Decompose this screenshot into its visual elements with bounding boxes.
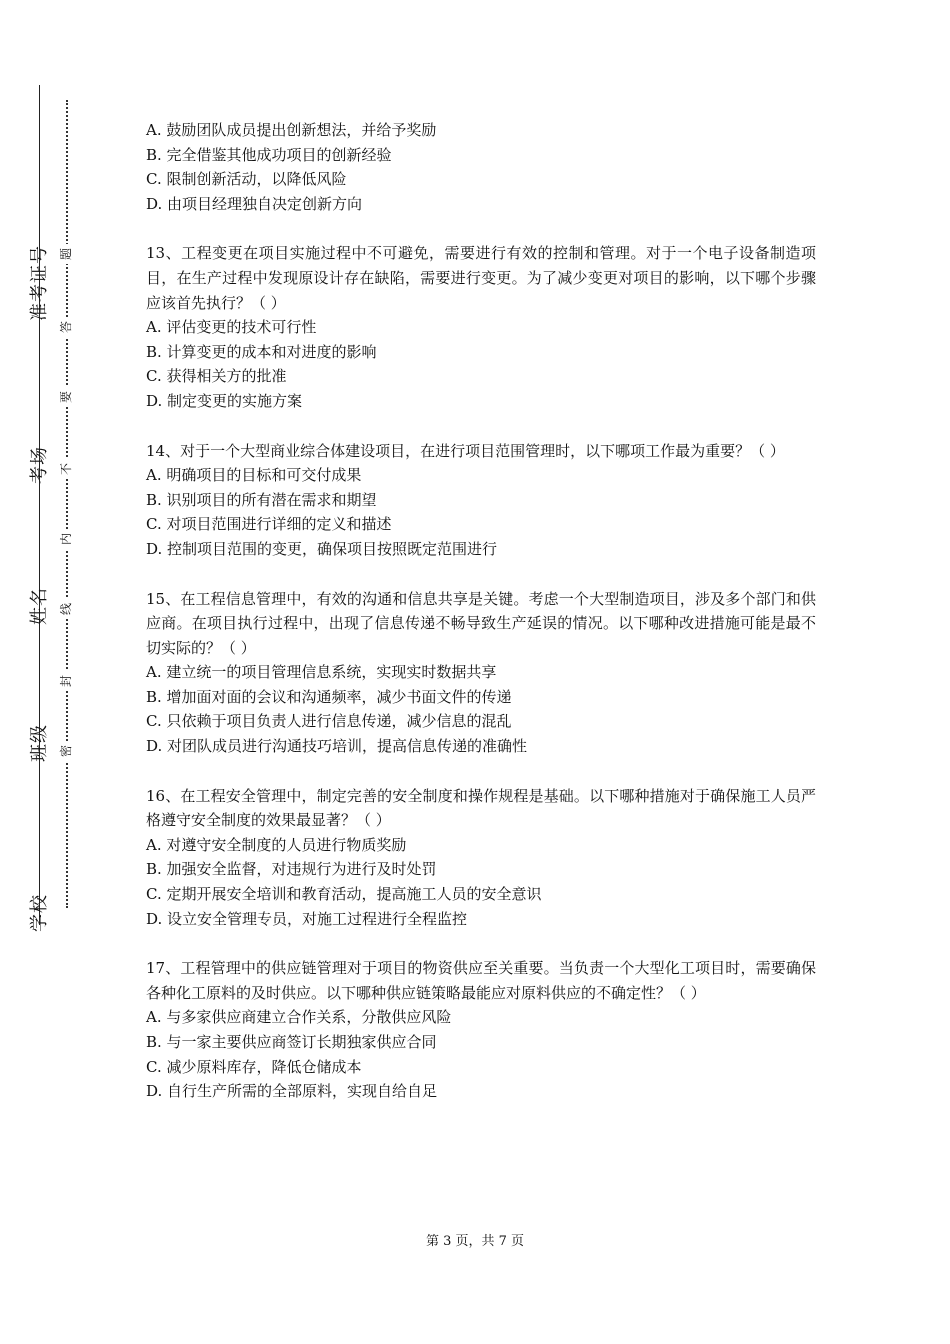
question-stem: 15、在工程信息管理中，有效的沟通和信息共享是关键。考虑一个大型制造项目，涉及多个部门和供应商。在项目执行过程中，出现了信息传递不畅导致生产延误的情况。以下哪种改进措施可能是最不切实际的？（ ） [146, 589, 816, 657]
question-14 [146, 439, 816, 562]
question-stem: 13、工程变更在项目实施过程中不可避免，需要进行有效的控制和管理。对于一个电子设备制造项目，在生产过程中发现原设计存在缺陷，需要进行变更。为了减少变更对项目的影响，以下哪个步骤应该首先执行？（ ） [146, 244, 816, 312]
option-c: C. 定期开展安全培训和教育活动，提高施工人员的安全意识 [146, 885, 542, 904]
option-c: C. 对项目范围进行详细的定义和描述 [146, 515, 392, 534]
option-b: B. 完全借鉴其他成功项目的创新经验 [146, 145, 392, 164]
seal-char: 要 [57, 387, 75, 407]
option-d: D. 控制项目范围的变更，确保项目按照既定范围进行 [146, 539, 498, 558]
seal-char: 内 [57, 529, 75, 549]
binding-margin [0, 0, 110, 1344]
option-b: B. 增加面对面的会议和沟通频率，减少书面文件的传递 [146, 687, 512, 706]
option-b: B. 识别项目的所有潜在需求和期望 [146, 490, 377, 509]
option-d: D. 设立安全管理专员，对施工过程进行全程监控 [146, 909, 468, 928]
option-c: C. 限制创新活动，以降低风险 [146, 170, 347, 189]
field-label-exam-number: 准考证号 [29, 245, 50, 321]
option-b: B. 与一家主要供应商签订长期独家供应合同 [146, 1033, 437, 1051]
question-stem: 17、工程管理中的供应链管理对于项目的物资供应至关重要。当负责一个大型化工项目时，需要确保各种化工原料的及时供应。以下哪种供应链策略最能应对原料供应的不确定性？（ ） [146, 959, 816, 1002]
field-label-exam-room: 考场 [29, 446, 50, 484]
option-d: D. 自行生产所需的全部原料，实现自给自足 [146, 1082, 438, 1101]
question-15 [146, 587, 816, 759]
field-label-class: 班级 [29, 724, 50, 762]
fill-in-line [39, 85, 40, 925]
option-a: A. 建立统一的项目管理信息系统，实现实时数据共享 [146, 663, 497, 682]
field-label-school: 学校 [29, 894, 50, 932]
seal-dotted-line [66, 100, 68, 908]
option-d: D. 由项目经理独自决定创新方向 [146, 194, 363, 213]
question-stem: 14、对于一个大型商业综合体建设项目，在进行项目范围管理时，以下哪项工作最为重要？（ ） [146, 441, 785, 460]
question-stem: 16、在工程安全管理中，制定完善的安全制度和操作规程是基础。以下哪种措施对于确保施工人员严格遵守安全制度的效果最显著？（ ） [146, 786, 816, 830]
option-a: A. 评估变更的技术可行性 [146, 318, 317, 337]
option-a: A. 与多家供应商建立合作关系，分散供应风险 [146, 1008, 452, 1027]
option-c: C. 获得相关方的批准 [146, 367, 287, 386]
option-a: A. 对遵守安全制度的人员进行物质奖励 [146, 835, 407, 854]
question-17 [146, 956, 816, 1104]
question-16 [146, 784, 816, 932]
option-d: D. 对团队成员进行沟通技巧培训，提高信息传递的准确性 [146, 737, 528, 756]
seal-char: 不 [57, 459, 75, 479]
option-b: B. 加强安全监督，对违规行为进行及时处罚 [146, 860, 437, 879]
seal-char: 答 [57, 317, 75, 337]
question-list [146, 118, 816, 1129]
question-12-continued [146, 118, 816, 216]
page-number: 第 3 页，共 7 页 [425, 1234, 525, 1249]
field-label-name: 姓名 [29, 587, 50, 625]
seal-char: 密 [57, 741, 75, 761]
question-13 [146, 241, 816, 413]
option-c: C. 减少原料库存，降低仓储成本 [146, 1057, 362, 1076]
seal-char: 封 [57, 671, 75, 691]
seal-char: 线 [57, 599, 75, 619]
option-d: D. 制定变更的实施方案 [146, 391, 303, 410]
option-a: A. 鼓励团队成员提出创新想法，并给予奖励 [146, 121, 437, 139]
option-a: A. 明确项目的目标和可交付成果 [146, 466, 362, 485]
option-b: B. 计算变更的成本和对进度的影响 [146, 342, 377, 361]
seal-char: 题 [57, 244, 75, 264]
option-c: C. 只依赖于项目负责人进行信息传递，减少信息的混乱 [146, 712, 512, 731]
